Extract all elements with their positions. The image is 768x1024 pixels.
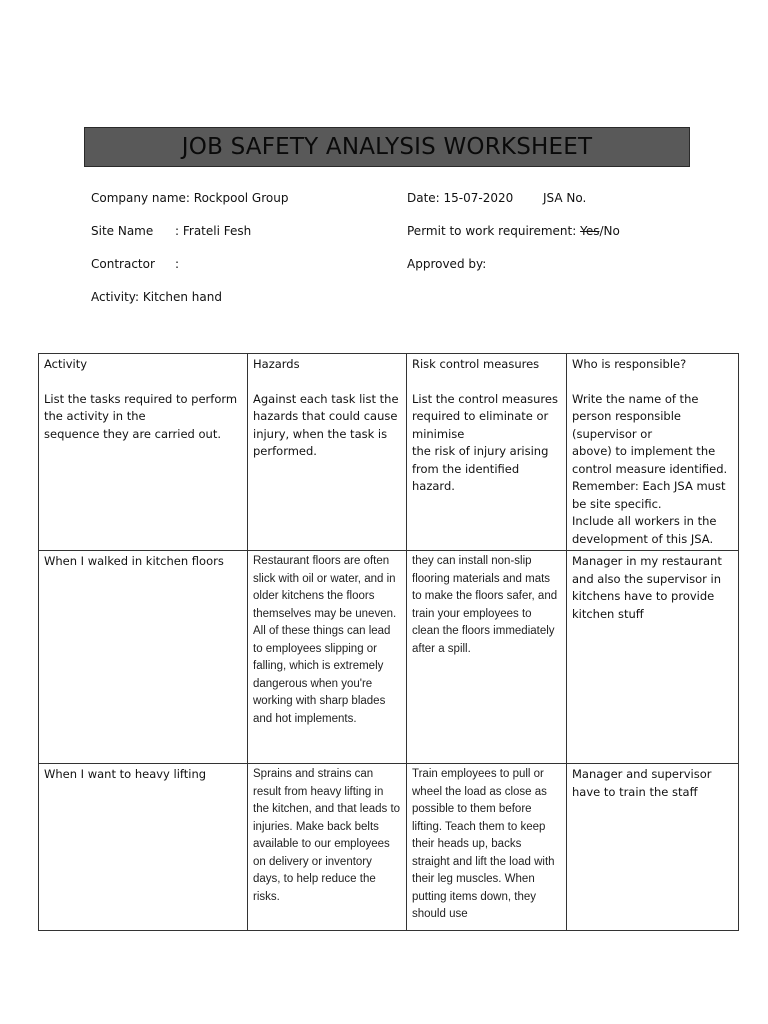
header-cell-controls <box>407 354 567 551</box>
page-title: JOB SAFETY ANALYSIS WORKSHEET <box>181 134 593 160</box>
approved-by-field: Approved by: <box>407 257 487 271</box>
date-field: Date: 15-07-2020 <box>407 191 514 205</box>
permit-label: Permit to work requirement: <box>407 224 581 238</box>
company-name: Company name: Rockpool Group <box>91 191 289 205</box>
activity-cell: When I walked in kitchen floors <box>39 551 248 764</box>
table-row <box>39 551 739 764</box>
control-cell: they can install non-slip flooring materials and mats to make the floors safer, and train your employees to clean the floors immediately after a spill. <box>407 551 567 764</box>
permit-no: /No <box>599 224 620 238</box>
site-name-value: : Frateli Fesh <box>175 224 252 238</box>
jsa-table <box>38 353 739 931</box>
header-description: Write the name of the person responsible (supervisor or above) to implement the control measure identified. Remember: Each JSA must be site specific. Include all workers in the development of this JSA. <box>572 391 728 546</box>
control-cell <box>407 764 567 931</box>
header-cell-hazards <box>248 354 407 551</box>
title-banner <box>84 127 690 167</box>
hazard-cell: Sprains and strains can result from heavy lifting in the kitchen, and that leads to injuries. Make back belts available to our employees on delivery or inventory days, to help reduce the risks. <box>248 764 407 931</box>
table-row <box>39 764 739 931</box>
activity-cell: When I want to heavy lifting <box>39 764 248 931</box>
responsible-cell: Manager and supervisor have to train the staff <box>567 764 739 931</box>
contractor-value: : <box>175 257 180 271</box>
site-name-label: Site Name <box>91 224 154 238</box>
hazard-cell: Restaurant floors are often slick with oil or water, and in older kitchens the floors themselves may be uneven. All of these things can lead to employees slipping or falling, which is extremely dangerous when you're working with sharp blades and hot implements. <box>248 551 407 764</box>
header-description: List the control measures required to eliminate or minimise the risk of injury arising from the identified hazard. <box>412 391 558 493</box>
header-title: Risk control measures <box>412 357 540 371</box>
header-description: List the tasks required to perform the activity in the sequence they are carried out. <box>44 391 238 441</box>
activity-field: Activity: Kitchen hand <box>91 290 222 304</box>
header-title: Who is responsible? <box>572 357 687 371</box>
jsa-number-field: JSA No. <box>543 191 587 205</box>
permit-yes-struck: Yes <box>580 224 600 238</box>
header-cell-responsible <box>567 354 739 551</box>
control-text: Train employees to pull or wheel the load as close as possible to them before lifting. Teach them to keep their heads up, backs straight and lift the load with their leg muscles. When putting items down, they should use <box>412 768 555 920</box>
header-cell-activity <box>39 354 248 551</box>
header-description: Against each task list the hazards that could cause injury, when the task is performed. <box>253 391 399 458</box>
contractor-label: Contractor <box>91 257 155 271</box>
header-title: Hazards <box>253 357 300 371</box>
permit-field <box>407 224 620 238</box>
table-header-row <box>39 354 739 551</box>
responsible-cell: Manager in my restaurant and also the supervisor in kitchens have to provide kitchen stuff <box>567 551 739 764</box>
header-title: Activity <box>44 357 88 371</box>
